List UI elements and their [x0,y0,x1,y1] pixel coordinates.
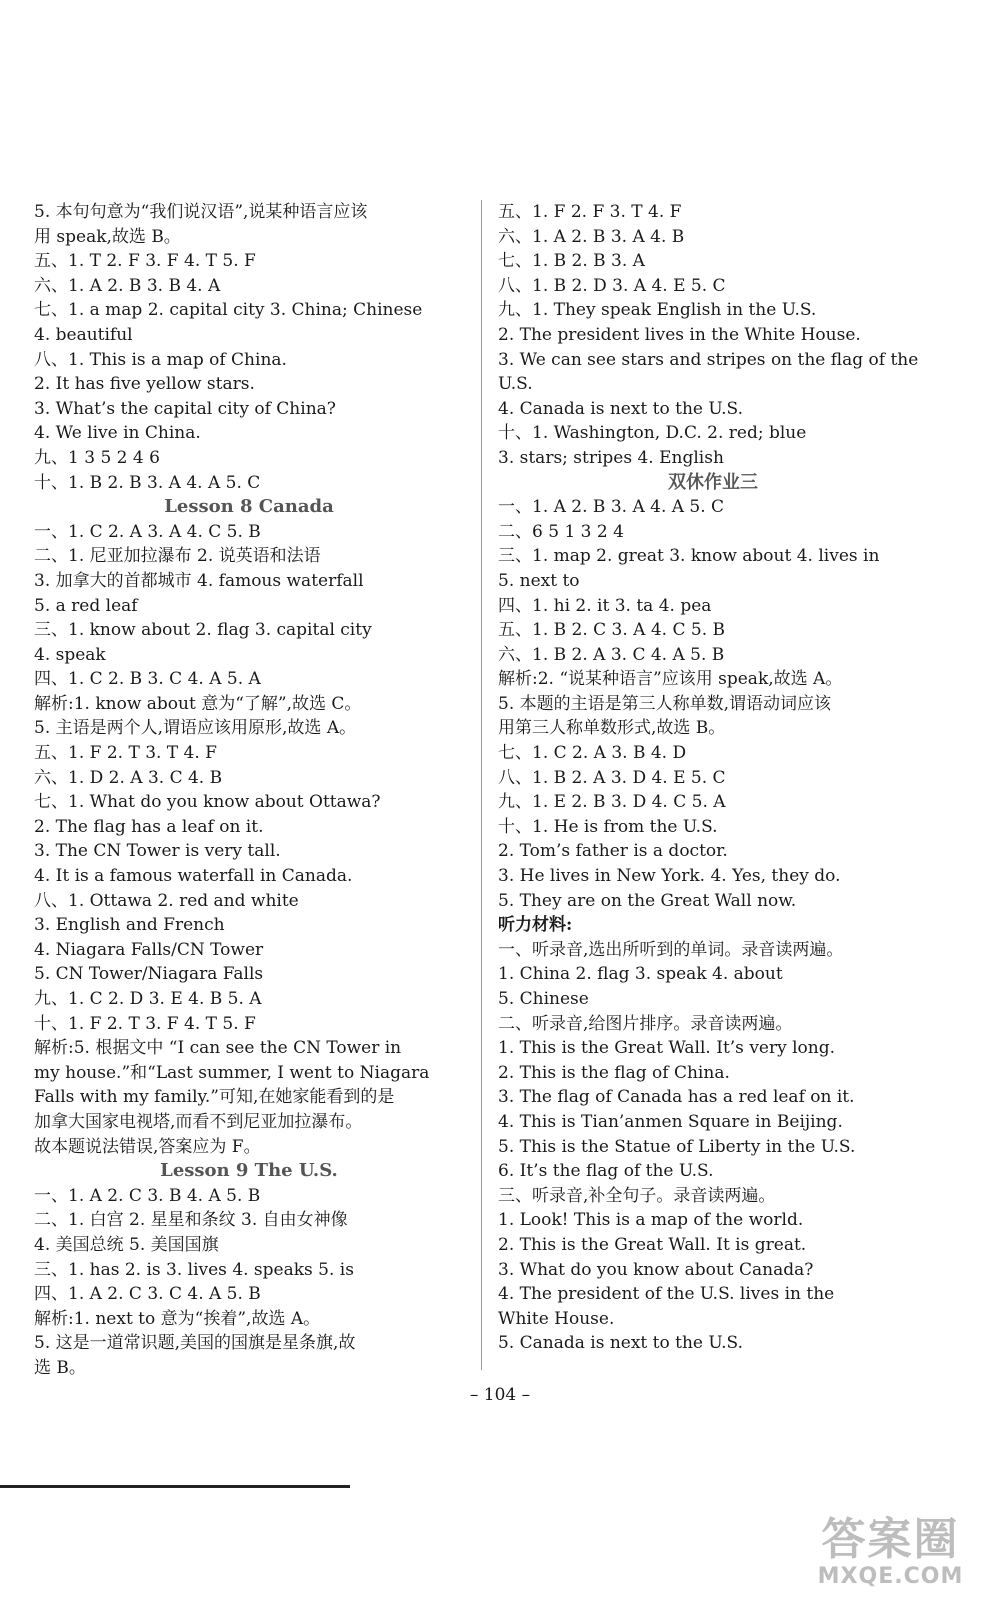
answer-line: 十、1. F 2. T 3. F 4. T 5. F [34,1013,256,1034]
answer-line: 5. This is the Statue of Liberty in the U.S. [498,1136,856,1157]
answer-line: 4. It is a famous waterfall in Canada. [34,866,353,887]
answer-line: 6. It’s the flag of the U.S. [498,1161,714,1182]
answer-line: 解析:1. next to 意为“挨着”,故选 A。 [34,1308,321,1329]
answer-line: 5. 本句句意为“我们说汉语”,说某种语言应该 [34,202,368,222]
section-heading: Lesson 9 The U.S. [160,1160,338,1182]
answer-line: 1. China 2. flag 3. speak 4. about [498,964,783,985]
answer-line: 六、1. A 2. B 3. A 4. B [498,226,685,247]
answer-line: 九、1. C 2. D 3. E 4. B 5. A [34,989,262,1009]
answer-line: 八、1. Ottawa 2. red and white [34,890,299,911]
answer-line: 七、1. C 2. A 3. B 4. D [498,743,687,764]
right-column [498,200,928,1356]
answer-line: 2. The president lives in the White House. [498,324,861,345]
answer-line: 四、1. hi 2. it 3. ta 4. pea [498,595,712,616]
answer-line: 二、1. 白宫 2. 星星和条纹 3. 自由女神像 [34,1210,348,1231]
watermark-logo-text: 答案圈 [821,1514,960,1565]
answer-line: 三、1. know about 2. flag 3. capital city [34,620,372,641]
answer-line: 八、1. B 2. D 3. A 4. E 5. C [498,275,726,296]
answer-line: 六、1. A 2. B 3. B 4. A [34,275,221,296]
answer-line: 九、1 3 5 2 4 6 [34,447,160,468]
answer-line: 5. 这是一道常识题,美国的国旗是星条旗,故 [34,1333,356,1354]
answer-line: 4. The president of the U.S. lives in the [498,1284,835,1305]
answer-line: 4. speak [34,644,106,665]
answer-line: 五、1. T 2. F 3. F 4. T 5. F [34,251,256,272]
answer-line: 1. Look! This is a map of the world. [498,1210,804,1231]
answer-line: 四、1. A 2. C 3. C 4. A 5. B [34,1284,261,1305]
watermark-url: MXQE.COM [817,1564,964,1589]
answer-line: 5. next to [498,570,580,591]
answer-line: 用第三人称单数形式,故选 B。 [498,718,726,739]
answer-line: 七、1. B 2. B 3. A [498,251,645,272]
answer-line: 5. Canada is next to the U.S. [498,1333,743,1354]
answer-line: 二、6 5 1 3 2 4 [498,521,624,542]
answer-line: 4. We live in China. [34,423,201,444]
answer-line: 七、1. a map 2. capital city 3. China; Chinese [34,300,423,321]
answer-line: 5. 主语是两个人,谓语应该用原形,故选 A。 [34,718,357,739]
answer-line: 二、1. 尼亚加拉瀑布 2. 说英语和法语 [34,546,321,567]
answer-line: 七、1. What do you know about Ottawa? [34,792,381,813]
answer-line: 八、1. This is a map of China. [34,349,287,370]
answer-line: 1. This is the Great Wall. It’s very long. [498,1038,836,1059]
answer-line: 八、1. B 2. A 3. D 4. E 5. C [498,767,726,788]
answer-line: 4. 美国总统 5. 美国国旗 [34,1234,219,1255]
answer-line: 一、1. A 2. B 3. A 4. A 5. C [498,497,725,518]
answer-line: 3. What do you know about Canada? [498,1259,814,1280]
answer-line: 四、1. C 2. B 3. C 4. A 5. A [34,669,261,690]
answer-line: 3. stars; stripes 4. English [498,447,724,468]
answer-line: 5. Chinese [498,989,589,1009]
answer-line: 4. This is Tian’anmen Square in Beijing. [498,1111,843,1132]
answer-line: 5. 本题的主语是第三人称单数,谓语动词应该 [498,693,832,714]
answer-line: 五、1. F 2. F 3. T 4. F [498,202,682,222]
watermark [803,1516,978,1590]
answer-line: U.S. [498,374,533,395]
answer-line: 解析:2. “说某种语言”应该用 speak,故选 A。 [498,669,843,690]
answer-line: 三、听录音,补全句子。录音读两遍。 [498,1185,776,1206]
answer-line: my house.”和“Last summer, I went to Niagara [34,1062,430,1083]
answer-line: 九、1. E 2. B 3. D 4. C 5. A [498,792,726,813]
answer-line: 解析:5. 根据文中 “I can see the CN Tower in [34,1038,402,1059]
answer-line: 3. What’s the capital city of China? [34,398,336,419]
answer-line: White House. [498,1308,615,1329]
answer-line: 2. Tom’s father is a doctor. [498,841,728,862]
answer-line: 六、1. B 2. A 3. C 4. A 5. B [498,644,725,665]
answer-line: 选 B。 [34,1357,86,1378]
section-heading: 双休作业三 [668,471,758,493]
answer-line: 2. The flag has a leaf on it. [34,816,264,837]
answer-line: 3. English and French [34,915,225,936]
answer-line: 解析:1. know about 意为“了解”,故选 C。 [34,693,362,714]
answer-line: 用 speak,故选 B。 [34,226,181,247]
answer-line: Falls with my family.”可知,在她家能看到的是 [34,1087,395,1108]
left-column [34,200,464,1381]
answer-line: 3. The CN Tower is very tall. [34,841,281,862]
answer-line: 3. He lives in New York. 4. Yes, they do. [498,866,841,887]
answer-line: 三、1. has 2. is 3. lives 4. speaks 5. is [34,1259,354,1280]
answer-line: 十、1. Washington, D.C. 2. red; blue [498,423,807,444]
answer-line: 六、1. D 2. A 3. C 4. B [34,767,223,788]
answer-line: 3. We can see stars and stripes on the flag of the [498,349,919,370]
answer-line: 二、听录音,给图片排序。录音读两遍。 [498,1013,793,1034]
answer-line: 5. CN Tower/Niagara Falls [34,964,264,985]
answer-line: 故本题说法错误,答案应为 F。 [34,1136,261,1157]
answer-line: 5. They are on the Great Wall now. [498,890,797,911]
answer-line: 加拿大国家电视塔,而看不到尼亚加拉瀑布。 [34,1111,363,1132]
answer-line: 一、听录音,选出所听到的单词。录音读两遍。 [498,939,844,960]
answer-line: 一、1. C 2. A 3. A 4. C 5. B [34,521,261,542]
answer-line: 三、1. map 2. great 3. know about 4. lives in [498,546,880,567]
footer-rule [0,1485,350,1488]
answer-line: 五、1. B 2. C 3. A 4. C 5. B [498,620,726,641]
answer-line: 4. beautiful [34,324,133,345]
section-heading: Lesson 8 Canada [164,496,334,518]
answer-line: 2. It has five yellow stars. [34,374,255,395]
answer-line: 2. This is the Great Wall. It is great. [498,1234,807,1255]
answer-line: 3. The flag of Canada has a red leaf on it. [498,1087,855,1108]
page-number: – 104 – [469,1385,531,1405]
answer-line: 九、1. They speak English in the U.S. [498,300,817,321]
answer-line: 五、1. F 2. T 3. T 4. F [34,743,217,764]
answer-line: 5. a red leaf [34,595,138,616]
answer-line: 3. 加拿大的首都城市 4. famous waterfall [34,570,364,591]
answer-line: 一、1. A 2. C 3. B 4. A 5. B [34,1185,261,1206]
answer-line: 十、1. B 2. B 3. A 4. A 5. C [34,472,261,493]
answer-line: 听力材料: [498,915,573,936]
answer-line: 2. This is the flag of China. [498,1062,730,1083]
answer-line: 十、1. He is from the U.S. [498,816,718,837]
answer-line: 4. Niagara Falls/CN Tower [34,939,264,960]
answer-line: 4. Canada is next to the U.S. [498,398,743,419]
column-divider [481,200,482,1370]
